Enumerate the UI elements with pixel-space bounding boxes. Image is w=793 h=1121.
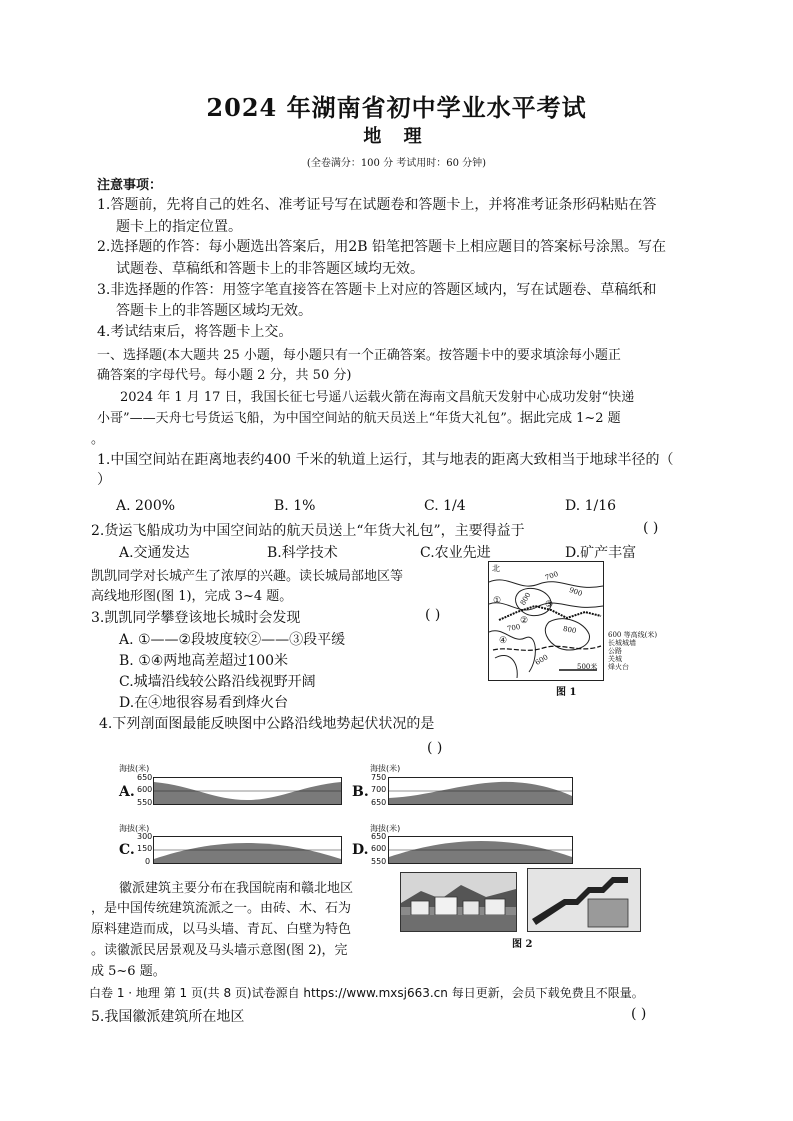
axis-tick: 600 (371, 844, 387, 853)
terrain-fill (154, 782, 341, 804)
horsehead-wall-svg (528, 869, 640, 931)
section-heading: 一、选择题(本大题共 25 小题，每小题只有一个正确答案。按答题卡中的要求填涂每小题正 (97, 348, 621, 363)
axis-tick: 650 (371, 798, 387, 807)
house (435, 897, 457, 915)
passage-text: 徽派建筑主要分布在我国皖南和赣北地区 (119, 881, 354, 896)
answer-option: D. 1/16 (565, 498, 617, 514)
map-point-2: ② (520, 616, 529, 626)
road-line (493, 646, 601, 650)
terrain-fill (389, 782, 572, 804)
huizhou-house-photo (400, 872, 517, 932)
wall-block (588, 899, 628, 927)
answer-option: A. ①——②段坡度较②——③段平缓 (119, 632, 346, 648)
axis-tick: 300 (137, 832, 153, 841)
contour-map (488, 561, 604, 681)
notes-item: 题卡上的指定位置。 (116, 219, 242, 235)
profile-option-label: D. (352, 842, 369, 858)
profile-option-label: A. (119, 784, 135, 800)
contour-line (545, 619, 589, 650)
answer-paren: ( ) (425, 607, 441, 623)
house (485, 899, 505, 915)
axis-title: 海拔(米) (119, 764, 150, 773)
answer-option: B. ①④两地高差超过100米 (119, 653, 289, 669)
passage-text: 高线地形图(图 1)，完成 3~4 题。 (91, 589, 293, 604)
map-legend (608, 631, 657, 671)
figure-caption: 图 1 (556, 687, 577, 698)
terrain-fill (389, 841, 572, 863)
profile-b (388, 777, 573, 805)
house (463, 901, 479, 915)
exam-subject: 地 理 (363, 126, 430, 147)
question-stem: 5.我国徽派建筑所在地区 (91, 1009, 245, 1025)
huizhou-house-svg (401, 873, 516, 931)
passage-text: 。 (91, 432, 105, 447)
profile-option-label: C. (119, 842, 135, 858)
axis-tick: 650 (137, 773, 153, 782)
answer-option: D.在④地很容易看到烽火台 (119, 695, 289, 711)
notes-item: 答题卡上的非答题区域均无效。 (116, 303, 312, 319)
notes-item: 试题卷、草稿纸和答题卡上的非答题区域均无效。 (116, 261, 424, 277)
axis-tick: 550 (371, 857, 387, 866)
axis-tick: 600 (137, 785, 153, 794)
figure-caption: 图 2 (512, 939, 533, 950)
passage-text: 小哥”——天舟七号货运飞船，为中国空间站的航天员送上“年货大礼包”。据此完成 1~2 题 (97, 411, 621, 426)
terrain-fill (154, 843, 341, 863)
contour-line (489, 631, 535, 672)
passage-text: ，是中国传统建筑流派之一。由砖、木、石为 (91, 901, 352, 916)
legend-road: 公路 (608, 647, 622, 655)
passage-text: 原料建造而成，以马头墙、青瓦、白壁为特色 (91, 922, 352, 937)
profile-c-svg (154, 837, 341, 863)
answer-option: A. 200% (116, 498, 176, 514)
exam-meta: (全卷满分：100 分 考试用时：60 分钟) (306, 158, 487, 169)
question-stem: 3.凯凯同学攀登该地长城时会发现 (91, 610, 301, 626)
axis-tick: 150 (137, 844, 153, 853)
profile-d (388, 836, 573, 864)
question-stem: 1.中国空间站在距离地表约400 千米的轨道上运行，其与地表的距离大致相当于地球半径的（ (97, 452, 674, 468)
legend-pass: 关城 (608, 655, 622, 663)
axis-tick: 650 (371, 832, 387, 841)
legend-beacon: 烽火台 (608, 663, 629, 671)
axis-tick: 750 (371, 773, 387, 782)
question-stem: 2.货运飞船成功为中国空间站的航天员送上“年货大礼包”，主要得益于 (91, 523, 525, 539)
north-label: 北 (492, 564, 500, 573)
section-heading-cont: 确答案的字母代号。每小题 2 分，共 50 分) (97, 368, 352, 383)
contour-label: 700 (506, 622, 521, 634)
map-point-1: ① (493, 596, 502, 606)
profile-b-svg (389, 778, 572, 804)
answer-option: B.科学技术 (267, 545, 338, 561)
answer-paren: ( ) (427, 740, 443, 756)
scale-label: 500米 (577, 663, 598, 671)
profile-a (153, 777, 342, 805)
passage-text: 成 5~6 题。 (91, 964, 166, 979)
question-stem-cont: ） (97, 472, 111, 488)
contour-line (495, 655, 517, 678)
answer-option: C. 1/4 (424, 498, 466, 514)
passage-text: 2024 年 1 月 17 日，我国长征七号遥八运载火箭在海南文昌航天发射中心成功发射“快递 (120, 390, 635, 405)
axis-tick: 700 (371, 785, 387, 794)
notes-item: 4.考试结束后，将答题卡上交。 (97, 324, 293, 340)
axis-title: 海拔(米) (370, 764, 401, 773)
answer-option: C.农业先进 (420, 545, 491, 561)
passage-text: 。读徽派民居景观及马头墙示意图(图 2)，完 (91, 943, 348, 958)
contour-label: 800 (518, 591, 533, 607)
profile-option-label: B. (352, 784, 369, 800)
legend-contour: 600 等高线(米) (608, 631, 658, 639)
contour-label: 700 (544, 569, 560, 583)
contour-label: 600 (533, 653, 550, 667)
axis-tick: 0 (145, 857, 151, 866)
contour-label: 800 (562, 624, 577, 636)
answer-option: A.交通发达 (119, 545, 190, 561)
page-footer: 白卷 1 · 地理 第 1 页(共 8 页)试卷源自 https://www.mxsj663.cn 每日更新，会员下载免费且不限量。 (89, 986, 644, 1000)
water (401, 915, 516, 931)
map-point-4: ④ (499, 636, 508, 646)
answer-option: B. 1% (274, 498, 316, 514)
legend-wall: 长城城墙 (608, 639, 636, 647)
question-stem: 4.下列剖面图最能反映图中公路沿线地势起伏状况的是 (99, 716, 435, 732)
answer-paren: ( ) (643, 520, 659, 536)
house (411, 901, 429, 915)
profile-d-svg (389, 837, 572, 863)
notes-item: 1.答题前，先将自己的姓名、准考证号写在试题卷和答题卡上，并将准考证条形码粘贴在答 (97, 197, 657, 213)
axis-title: 海拔(米) (370, 824, 401, 833)
map-point-3: ③ (545, 600, 554, 610)
answer-option: C.城墙沿线较公路沿线视野开阔 (119, 674, 316, 690)
answer-option: D.矿产丰富 (565, 545, 637, 561)
notes-item: 2.选择题的作答：每小题选出答案后，用2B 铅笔把答题卡上相应题目的答案标号涂黑。写在 (97, 239, 667, 255)
axis-title: 海拔(米) (119, 824, 150, 833)
answer-paren: ( ) (631, 1006, 647, 1022)
axis-tick: 550 (137, 798, 153, 807)
notes-item: 3.非选择题的作答：用签字笔直接答在答题卡上对应的答题区域内，写在试题卷、草稿纸和 (97, 282, 657, 298)
horsehead-wall-diagram (527, 868, 641, 932)
profile-a-svg (154, 778, 341, 804)
profile-c (153, 836, 342, 864)
contour-label: 900 (568, 585, 584, 599)
notes-heading: 注意事项： (97, 178, 163, 193)
exam-title: 2024 年湖南省初中学业水平考试 (206, 93, 587, 122)
passage-text: 凯凯同学对长城产生了浓厚的兴趣。读长城局部地区等 (91, 569, 404, 584)
